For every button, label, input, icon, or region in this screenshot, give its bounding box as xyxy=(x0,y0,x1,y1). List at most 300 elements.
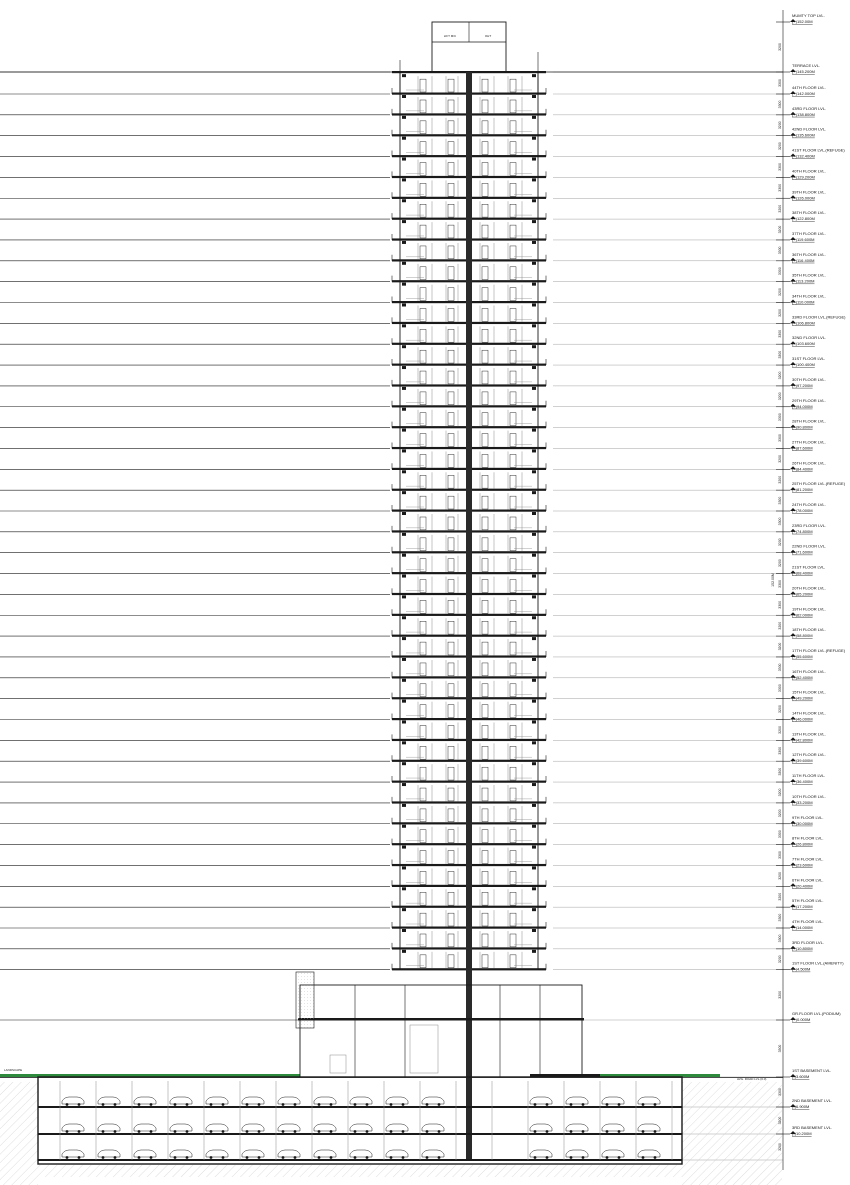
level-elevation: (+)145.200M xyxy=(792,69,815,74)
car-wheel xyxy=(426,1103,429,1106)
door-opening xyxy=(448,183,454,196)
parked-car xyxy=(242,1150,264,1159)
beam xyxy=(532,804,536,807)
car-body xyxy=(638,1097,660,1104)
car-body xyxy=(242,1150,264,1157)
level-title: 8TH FLOOR LVL. xyxy=(792,835,824,841)
mumty-label-right: OHT xyxy=(484,34,492,38)
door-opening xyxy=(448,746,454,759)
level-elevation: (+)122.800M xyxy=(792,216,815,222)
door-opening xyxy=(482,267,488,280)
parked-car xyxy=(350,1124,372,1133)
car-body xyxy=(530,1150,552,1157)
car-wheel xyxy=(66,1156,69,1159)
beam xyxy=(532,95,536,98)
car-wheel xyxy=(606,1130,609,1133)
beam xyxy=(402,554,406,557)
car-wheel xyxy=(582,1103,585,1106)
car-wheel xyxy=(150,1156,153,1159)
level-title: 29TH FLOOR LVL. xyxy=(792,397,826,403)
level-title: 41ST FLOOR LVL.(REFUGE) xyxy=(792,147,845,153)
level-elevation: (+)62.000M xyxy=(792,612,813,618)
car-wheel xyxy=(102,1130,105,1133)
car-wheel xyxy=(210,1130,213,1133)
dimension-value: 3200 xyxy=(778,726,782,734)
dimension-value: 3300 xyxy=(778,1088,782,1096)
car-body xyxy=(98,1124,120,1131)
car-body xyxy=(314,1097,336,1104)
beam xyxy=(402,700,406,703)
level-elevation: (+)20.400M xyxy=(792,883,813,889)
car-wheel xyxy=(438,1156,441,1159)
car-body xyxy=(602,1124,624,1131)
car-body xyxy=(278,1150,300,1157)
dimension-value: 3300 xyxy=(778,684,782,693)
beam xyxy=(532,575,536,578)
beam xyxy=(402,616,406,619)
parked-car xyxy=(530,1124,552,1133)
level-elevation: (+)116.400M xyxy=(792,257,815,263)
earth-right xyxy=(682,1082,782,1185)
beam xyxy=(402,220,406,223)
door-opening xyxy=(482,788,488,801)
door-opening xyxy=(448,246,454,259)
car-wheel xyxy=(222,1130,225,1133)
door-opening xyxy=(448,350,454,363)
level-elevation: (+)39.600M xyxy=(792,758,813,764)
car-wheel xyxy=(390,1103,393,1106)
dimension-value: 3200 xyxy=(778,43,782,51)
podium-door xyxy=(410,1025,438,1073)
beam xyxy=(532,950,536,953)
earth-fill xyxy=(0,1074,783,1185)
car-wheel xyxy=(114,1130,117,1133)
parked-car xyxy=(566,1097,588,1106)
parked-car xyxy=(602,1124,624,1133)
parked-car xyxy=(638,1124,660,1133)
car-wheel xyxy=(402,1103,405,1106)
car-wheel xyxy=(294,1130,297,1133)
door-opening xyxy=(448,142,454,155)
level-title: 2ND BASEMENT LVL. xyxy=(792,1098,833,1103)
dimension-value: 3200 xyxy=(778,225,782,234)
level-elevation: (-)3.600M xyxy=(792,1074,810,1079)
door-opening xyxy=(448,517,454,530)
parked-car xyxy=(206,1097,228,1106)
car-wheel xyxy=(642,1156,645,1159)
car-wheel xyxy=(582,1130,585,1133)
car-wheel xyxy=(246,1156,249,1159)
parked-car xyxy=(242,1124,264,1133)
car-wheel xyxy=(438,1130,441,1133)
parked-car xyxy=(206,1150,228,1159)
earth-left xyxy=(0,1082,38,1185)
car-body xyxy=(278,1124,300,1131)
level-title: 13TH FLOOR LVL. xyxy=(792,731,826,737)
car-body xyxy=(206,1150,228,1157)
beam xyxy=(532,908,536,911)
beam xyxy=(402,116,406,119)
car-wheel xyxy=(366,1156,369,1159)
beam xyxy=(532,700,536,703)
amenity-slab xyxy=(298,1018,584,1021)
beam xyxy=(402,721,406,724)
car-wheel xyxy=(438,1103,441,1106)
level-title: 16TH FLOOR LVL. xyxy=(792,668,826,674)
car-body xyxy=(134,1150,156,1157)
dimension-value: 3300 xyxy=(778,517,782,526)
level-title: 7TH FLOOR LVL. xyxy=(792,856,824,862)
beam xyxy=(402,95,406,98)
dimension-value: 3300 xyxy=(778,830,782,839)
beam xyxy=(532,866,536,869)
car-wheel xyxy=(534,1156,537,1159)
parked-car xyxy=(638,1097,660,1106)
beam xyxy=(402,345,406,348)
level-elevation: (+)90.800M xyxy=(792,424,813,430)
door-opening xyxy=(448,288,454,301)
beam xyxy=(402,241,406,244)
level-elevation: (+)152.00M xyxy=(792,19,813,24)
car-wheel xyxy=(330,1103,333,1106)
basement-slab xyxy=(38,1133,682,1135)
beam xyxy=(402,512,406,515)
level-elevation: (+)94.000M xyxy=(792,403,813,409)
level-elevation: (+)129.200M xyxy=(792,174,815,180)
dimension-value: 3200 xyxy=(778,990,782,999)
car-body xyxy=(566,1150,588,1157)
door-opening xyxy=(482,726,488,739)
car-body xyxy=(638,1124,660,1131)
car-body xyxy=(170,1097,192,1104)
level-elevation: (+)87.600M xyxy=(792,445,813,451)
parked-car xyxy=(134,1124,156,1133)
door-opening xyxy=(448,434,454,447)
beam xyxy=(532,74,536,77)
dimension-value: 3200 xyxy=(778,621,782,630)
car-body xyxy=(386,1124,408,1131)
car-wheel xyxy=(138,1156,141,1159)
door-opening xyxy=(482,121,488,134)
car-wheel xyxy=(402,1130,405,1133)
car-wheel xyxy=(534,1130,537,1133)
level-elevation: (+)58.800M xyxy=(792,633,813,639)
door-opening xyxy=(482,851,488,864)
level-title: 4TH FLOOR LVL. xyxy=(792,919,824,924)
car-body xyxy=(170,1124,192,1131)
beam xyxy=(532,595,536,598)
beam xyxy=(532,449,536,452)
beam xyxy=(402,762,406,765)
car-wheel xyxy=(354,1130,357,1133)
parked-car xyxy=(566,1150,588,1159)
door-opening xyxy=(448,496,454,509)
door-opening xyxy=(482,434,488,447)
beam xyxy=(532,762,536,765)
car-wheel xyxy=(78,1103,81,1106)
beam xyxy=(402,846,406,849)
parked-car xyxy=(386,1150,408,1159)
level-elevation: (+)23.600M xyxy=(792,862,813,868)
parked-car xyxy=(242,1097,264,1106)
car-body xyxy=(602,1097,624,1104)
dimension-value: 3300 xyxy=(778,267,782,276)
dimension-value: 3300 xyxy=(778,434,782,442)
beam xyxy=(532,429,536,432)
beam xyxy=(402,575,406,578)
basement-slab xyxy=(38,1159,682,1161)
level-elevation: (+)103.600M xyxy=(792,341,815,347)
level-elevation: (+)33.200M xyxy=(792,799,813,805)
car-wheel xyxy=(570,1156,573,1159)
dimension-value: 3300 xyxy=(778,1044,782,1053)
car-wheel xyxy=(282,1156,285,1159)
door-opening xyxy=(448,913,454,926)
car-body xyxy=(206,1124,228,1131)
level-title: 25TH FLOOR LVL.(REFUGE) xyxy=(792,481,846,487)
basement-section xyxy=(38,1077,682,1164)
car-wheel xyxy=(606,1156,609,1159)
dimension-value: 3300 xyxy=(778,767,782,776)
central-core xyxy=(466,72,472,1160)
parked-car xyxy=(278,1150,300,1159)
level-elevation: (+)113.200M xyxy=(792,278,815,284)
level-title: 1ST BASEMENT LVL. xyxy=(792,1068,832,1073)
door-opening xyxy=(448,204,454,217)
parked-car xyxy=(314,1097,336,1106)
level-title: 38TH FLOOR LVL. xyxy=(792,210,826,216)
car-body xyxy=(242,1124,264,1131)
level-elevation: (+)68.400M xyxy=(792,570,813,576)
beam xyxy=(532,241,536,244)
door-opening xyxy=(448,559,454,572)
dimension-value: 3200 xyxy=(778,892,782,901)
beam xyxy=(402,908,406,911)
level-elevation: (+)14.000M xyxy=(792,925,813,930)
beam xyxy=(532,616,536,619)
level-elevation: (+)97.200M xyxy=(792,382,813,388)
beam xyxy=(532,491,536,494)
car-wheel xyxy=(654,1130,657,1133)
door-opening xyxy=(482,288,488,301)
car-wheel xyxy=(138,1103,141,1106)
beam xyxy=(402,137,406,140)
car-body xyxy=(530,1097,552,1104)
level-lines xyxy=(0,72,783,1160)
level-title: 10TH FLOOR LVL. xyxy=(792,793,826,799)
car-body xyxy=(206,1097,228,1104)
level-elevation: (+)132.400M xyxy=(792,153,815,159)
level-elevation: (+)126.000M xyxy=(792,195,815,201)
level-elevation: (+)49.200M xyxy=(792,695,813,701)
beam xyxy=(532,887,536,890)
basement-slab xyxy=(38,1106,682,1108)
beam xyxy=(402,158,406,161)
door-opening xyxy=(448,267,454,280)
dimension-value: 3300 xyxy=(778,663,782,672)
dimension-value: 3300 xyxy=(778,851,782,859)
car-wheel xyxy=(318,1103,321,1106)
door-opening xyxy=(482,892,488,905)
dimension-value: 3200 xyxy=(778,871,782,880)
level-title: 5TH FLOOR LVL. xyxy=(792,898,824,904)
car-body xyxy=(62,1097,84,1104)
beam xyxy=(402,491,406,494)
car-wheel xyxy=(258,1103,261,1106)
dimension-value: 3200 xyxy=(778,142,782,151)
car-wheel xyxy=(210,1103,213,1106)
beam xyxy=(532,658,536,661)
level-title: GR.FLOOR LVL.(PODIUM) xyxy=(792,1011,841,1016)
door-opening xyxy=(482,246,488,259)
level-title: 21ST FLOOR LVL. xyxy=(792,564,826,570)
level-elevation: (+)74.800M xyxy=(792,528,813,534)
car-wheel xyxy=(138,1130,141,1133)
level-title: 42ND FLOOR LVL. xyxy=(792,126,827,132)
door-opening xyxy=(448,413,454,426)
level-title: 22ND FLOOR LVL. xyxy=(792,543,827,549)
level-elevation: (+)78.000M xyxy=(792,508,813,513)
beam xyxy=(402,283,406,286)
car-wheel xyxy=(570,1103,573,1106)
car-wheel xyxy=(294,1103,297,1106)
door-opening xyxy=(482,142,488,155)
parked-car xyxy=(566,1124,588,1133)
car-wheel xyxy=(174,1156,177,1159)
car-wheel xyxy=(222,1156,225,1159)
level-title: 27TH FLOOR LVL. xyxy=(792,439,826,445)
level-title: 31ST FLOOR LVL. xyxy=(792,356,826,362)
door-opening xyxy=(448,454,454,467)
level-title: 14TH FLOOR LVL. xyxy=(792,710,826,716)
beam xyxy=(532,158,536,161)
beam xyxy=(402,741,406,744)
door-opening xyxy=(448,580,454,593)
level-title: 39TH FLOOR LVL. xyxy=(792,189,826,195)
door-opening xyxy=(482,163,488,176)
dimension-value: 3300 xyxy=(778,329,782,338)
beam xyxy=(532,408,536,411)
beam xyxy=(402,783,406,786)
car-body xyxy=(386,1150,408,1157)
beam xyxy=(532,783,536,786)
level-title: 15TH FLOOR LVL. xyxy=(792,689,826,695)
parked-car xyxy=(62,1124,84,1133)
door-opening xyxy=(448,621,454,634)
car-wheel xyxy=(426,1156,429,1159)
door-opening xyxy=(448,225,454,238)
dimension-value: 3300 xyxy=(778,100,782,109)
car-body xyxy=(422,1097,444,1104)
parked-car xyxy=(386,1124,408,1133)
parked-car xyxy=(278,1124,300,1133)
door-opening xyxy=(482,517,488,530)
door-opening xyxy=(482,913,488,926)
car-wheel xyxy=(534,1103,537,1106)
car-body xyxy=(566,1124,588,1131)
dimension-value: 3200 xyxy=(778,309,782,317)
door-opening xyxy=(482,955,488,968)
beam xyxy=(532,533,536,536)
parked-car xyxy=(134,1097,156,1106)
beam xyxy=(402,304,406,307)
car-body xyxy=(134,1124,156,1131)
car-wheel xyxy=(114,1156,117,1159)
dimension-value: 3200 xyxy=(778,454,782,463)
car-wheel xyxy=(390,1130,393,1133)
car-wheel xyxy=(318,1156,321,1159)
beam xyxy=(532,387,536,390)
door-opening xyxy=(448,475,454,488)
car-body xyxy=(134,1097,156,1104)
door-opening xyxy=(482,392,488,405)
beam xyxy=(402,387,406,390)
level-title: 9TH FLOOR LVL. xyxy=(792,814,824,820)
beam xyxy=(532,324,536,327)
level-title: 26TH FLOOR LVL. xyxy=(792,460,826,466)
car-wheel xyxy=(282,1130,285,1133)
parked-car xyxy=(422,1124,444,1133)
parked-car xyxy=(530,1150,552,1159)
beam xyxy=(532,199,536,202)
door-opening xyxy=(448,163,454,176)
door-opening xyxy=(448,79,454,92)
level-title: 6TH FLOOR LVL. xyxy=(792,877,824,883)
level-elevation: (+)135.600M xyxy=(792,132,815,138)
car-body xyxy=(386,1097,408,1104)
car-wheel xyxy=(102,1103,105,1106)
door-opening xyxy=(482,621,488,634)
beam xyxy=(402,533,406,536)
level-title: MUMTY TOP LVL. xyxy=(792,13,825,18)
car-wheel xyxy=(546,1130,549,1133)
car-wheel xyxy=(66,1103,69,1106)
car-body xyxy=(62,1150,84,1157)
car-body xyxy=(350,1124,372,1131)
level-elevation: (-)6.900M xyxy=(792,1104,810,1109)
level-title: 33RD FLOOR LVL.(REFUGE) xyxy=(792,314,846,320)
parked-car xyxy=(170,1150,192,1159)
level-title: 12TH FLOOR LVL. xyxy=(792,752,826,758)
dimension-value: 3300 xyxy=(778,413,782,422)
level-title: 34TH FLOOR LVL. xyxy=(792,293,826,299)
car-wheel xyxy=(570,1130,573,1133)
car-body xyxy=(638,1150,660,1157)
parked-car xyxy=(638,1150,660,1159)
door-opening xyxy=(482,329,488,342)
car-wheel xyxy=(294,1156,297,1159)
level-elevation: (+)106.800M xyxy=(792,320,815,326)
dimension-value: 3200 xyxy=(778,288,782,296)
beam xyxy=(402,637,406,640)
car-wheel xyxy=(102,1156,105,1159)
parked-car xyxy=(314,1124,336,1133)
car-wheel xyxy=(366,1103,369,1106)
door-opening xyxy=(482,684,488,697)
beam xyxy=(532,345,536,348)
door-opening xyxy=(482,663,488,676)
car-wheel xyxy=(330,1156,333,1159)
dimension-value: 3200 xyxy=(778,538,782,547)
beam xyxy=(532,304,536,307)
door-opening xyxy=(448,726,454,739)
car-wheel xyxy=(618,1156,621,1159)
door-opening xyxy=(448,329,454,342)
car-wheel xyxy=(186,1130,189,1133)
beam xyxy=(402,866,406,869)
level-elevation: (+)10.800M xyxy=(792,945,813,951)
parked-car xyxy=(98,1097,120,1106)
